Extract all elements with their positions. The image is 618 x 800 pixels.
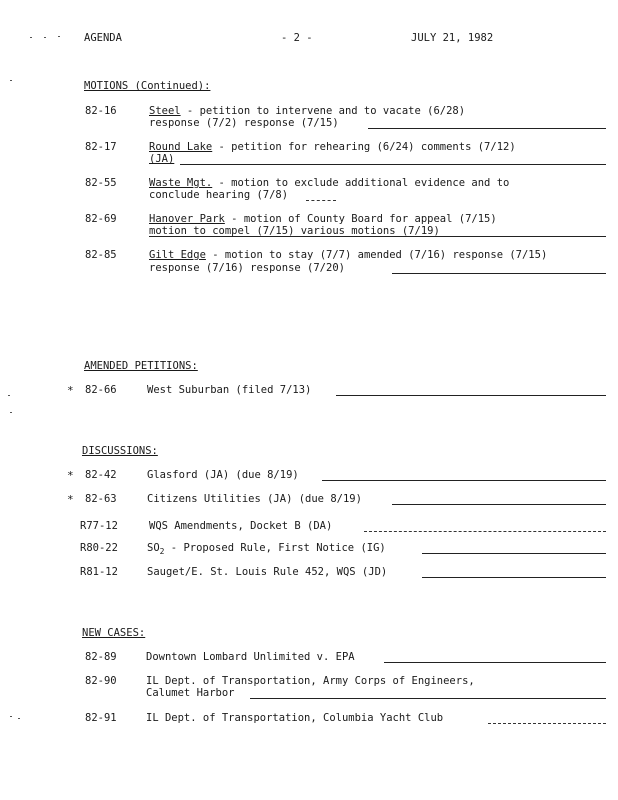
fill-line bbox=[488, 723, 606, 724]
fill-line bbox=[368, 128, 606, 129]
motion-line-2: (JA) bbox=[149, 153, 175, 165]
motion-party: Hanover Park bbox=[149, 213, 225, 225]
subscript: 2 bbox=[159, 547, 165, 557]
fill-line bbox=[364, 531, 606, 532]
fill-line bbox=[392, 504, 606, 505]
case-number: 82-91 bbox=[85, 712, 117, 724]
motion-party: Steel bbox=[149, 105, 181, 117]
case-text-pre: SO bbox=[147, 542, 160, 554]
priority-star: * bbox=[67, 469, 74, 482]
motion-text: - petition for rehearing (6/24) comments (7/12) bbox=[212, 141, 516, 153]
motion-party: Gilt Edge bbox=[149, 249, 206, 261]
motion-number: 82-16 bbox=[85, 105, 117, 117]
motion-text: - motion to stay (7/7) amended (7/16) response (7/15) bbox=[205, 249, 548, 261]
case-number: 82-63 bbox=[85, 493, 117, 505]
motion-line bbox=[149, 177, 509, 189]
case-text-post: - Proposed Rule, First Notice (IG) bbox=[164, 542, 386, 554]
case-text: IL Dept. of Transportation, Columbia Yacht Club bbox=[146, 712, 444, 724]
scan-speck bbox=[44, 37, 46, 38]
priority-star: * bbox=[67, 493, 74, 506]
header-left: AGENDA bbox=[84, 32, 122, 44]
fill-line bbox=[422, 553, 606, 554]
motion-text: - motion to exclude additional evidence and to bbox=[212, 177, 510, 189]
fill-line bbox=[336, 395, 606, 396]
fill-line bbox=[322, 480, 606, 481]
amended-heading: AMENDED PETITIONS: bbox=[84, 360, 198, 372]
case-text-2: Calumet Harbor bbox=[146, 687, 235, 699]
fill-line bbox=[306, 200, 336, 201]
motion-number: 82-69 bbox=[85, 213, 117, 225]
motion-line-2: response (7/2) response (7/15) bbox=[149, 117, 339, 129]
case-text: Downtown Lombard Unlimited v. EPA bbox=[146, 651, 355, 663]
motion-number: 82-17 bbox=[85, 141, 117, 153]
motion-line-2: conclude hearing (7/8) bbox=[149, 189, 289, 201]
case-text: WQS Amendments, Docket B (DA) bbox=[149, 520, 333, 532]
case-number: 82-89 bbox=[85, 651, 117, 663]
fill-line bbox=[250, 698, 606, 699]
motions-heading: MOTIONS (Continued): bbox=[84, 80, 211, 92]
scan-speck bbox=[18, 718, 20, 719]
case-number: 82-90 bbox=[85, 675, 117, 687]
scan-speck bbox=[10, 716, 12, 717]
case-number: R80-22 bbox=[80, 542, 118, 554]
motion-line bbox=[149, 249, 547, 261]
motion-number: 82-85 bbox=[85, 249, 117, 261]
motion-line bbox=[149, 105, 465, 117]
motion-number: 82-55 bbox=[85, 177, 117, 189]
case-text: West Suburban (filed 7/13) bbox=[147, 384, 312, 396]
motion-line bbox=[149, 213, 497, 225]
fill-line bbox=[180, 164, 606, 165]
motion-line-2: motion to compel (7/15) various motions (7/19) bbox=[149, 225, 440, 237]
motion-party: Waste Mgt. bbox=[149, 177, 213, 189]
scan-speck bbox=[10, 80, 12, 81]
case-number: R77-12 bbox=[80, 520, 118, 532]
case-number: R81-12 bbox=[80, 566, 118, 578]
scan-speck bbox=[10, 412, 12, 413]
case-text: Sauget/E. St. Louis Rule 452, WQS (JD) bbox=[147, 566, 388, 578]
discussions-heading: DISCUSSIONS: bbox=[82, 445, 158, 457]
fill-line bbox=[392, 273, 606, 274]
new-cases-heading: NEW CASES: bbox=[82, 627, 146, 639]
motion-text: - petition to intervene and to vacate (6/28) bbox=[180, 105, 466, 117]
scan-speck bbox=[30, 37, 32, 38]
priority-star: * bbox=[67, 384, 74, 397]
fill-line bbox=[422, 577, 606, 578]
scan-speck bbox=[58, 36, 60, 37]
case-text: Citizens Utilities (JA) (due 8/19) bbox=[147, 493, 362, 505]
case-number: 82-66 bbox=[85, 384, 117, 396]
case-text: IL Dept. of Transportation, Army Corps of Engineers, bbox=[146, 675, 475, 687]
fill-line bbox=[149, 236, 606, 237]
scan-speck bbox=[8, 395, 10, 396]
motion-text: - motion of County Board for appeal (7/15) bbox=[224, 213, 497, 225]
motion-party: Round Lake bbox=[149, 141, 213, 153]
motion-line bbox=[149, 141, 516, 153]
page-number: - 2 - bbox=[281, 32, 313, 44]
motion-line-2: response (7/16) response (7/20) bbox=[149, 262, 345, 274]
header-date: JULY 21, 1982 bbox=[411, 32, 494, 44]
case-number: 82-42 bbox=[85, 469, 117, 481]
case-text: Glasford (JA) (due 8/19) bbox=[147, 469, 299, 481]
fill-line bbox=[384, 662, 606, 663]
case-text bbox=[147, 542, 386, 556]
